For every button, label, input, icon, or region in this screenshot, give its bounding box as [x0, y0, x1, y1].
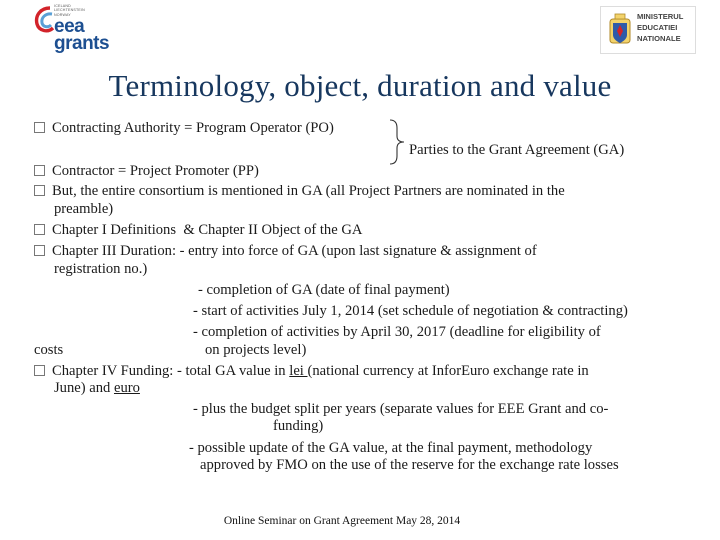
- eea-logo-word-bottom: grants: [54, 33, 110, 54]
- bullet-continuation: preamble): [54, 201, 114, 217]
- bullet-chapter-iv: [34, 362, 589, 380]
- bullet-text: But, the entire consortium is mentioned in GA (all Project Partners are nominated in the: [52, 183, 565, 199]
- sub-item-possible-update: - possible update of the GA value, at the final payment, methodology: [189, 440, 593, 456]
- bullet-text: Contractor = Project Promoter (PP): [52, 163, 259, 179]
- bullet-contractor: [34, 162, 259, 180]
- bullet-box-icon: [34, 224, 45, 235]
- brace-icon: [388, 118, 408, 166]
- sub-item-start-activities: - start of activities July 1, 2014 (set schedule of negotiation & contracting): [193, 303, 628, 319]
- bullet-box-icon: [34, 165, 45, 176]
- romania-coat-of-arms-icon: [607, 13, 633, 47]
- eea-caption-line: ICELAND: [54, 4, 71, 8]
- ministry-line: NATIONALE: [637, 34, 681, 43]
- sub-item-completion-activities: - completion of activities by April 30, 2017 (deadline for eligibility of: [193, 324, 601, 340]
- bullet-continuation: [54, 379, 140, 397]
- bullet-chapter-iii: [34, 242, 537, 260]
- ministry-logo: [600, 6, 696, 54]
- sub-item-completion-ga: - completion of GA (date of final payment): [198, 282, 450, 298]
- sub-item-budget-split: - plus the budget split per years (separate values for EEE Grant and co-: [193, 401, 609, 417]
- bullet-text: (national currency at InforEuro exchange rate in: [307, 363, 589, 379]
- bullet-box-icon: [34, 245, 45, 256]
- sub-item-continuation: approved by FMO on the use of the reserve for the exchange rate losses: [200, 457, 619, 473]
- bullet-contracting-authority: [34, 119, 334, 137]
- eea-caption-line: LIECHTENSTEIN: [54, 8, 85, 13]
- sub-item-continuation: on projects level): [205, 342, 307, 358]
- eea-caption-line: NORWAY: [54, 12, 71, 17]
- bullet-text: Chapter III Duration: - entry into force of GA (upon last signature & assignment of: [52, 243, 537, 259]
- ministry-line: MINISTERUL: [637, 12, 684, 21]
- footer-text: Online Seminar on Grant Agreement May 28, 2014: [223, 515, 461, 527]
- costs-label: costs: [34, 342, 64, 358]
- eea-logo-word-top: eea: [54, 16, 85, 37]
- bullet-text: Chapter I Definitions & Chapter II Object of the GA: [52, 222, 363, 238]
- brace-label: Parties to the Grant Agreement (GA): [409, 142, 625, 158]
- bullet-consortium: [34, 182, 565, 200]
- bullet-chapters-i-ii: [34, 221, 362, 239]
- ministry-logo-text: [637, 11, 683, 44]
- eea-grants-logo-icon: [34, 6, 56, 34]
- bullet-text: June) and: [54, 380, 114, 396]
- bullet-box-icon: [34, 122, 45, 133]
- slide-title: Terminology, object, duration and value: [108, 68, 612, 103]
- euro-link: euro: [113, 380, 140, 396]
- bullet-box-icon: [34, 185, 45, 196]
- bullet-box-icon: [34, 365, 45, 376]
- lei-link: lei: [289, 363, 308, 379]
- sub-item-continuation: funding): [273, 418, 324, 434]
- bullet-continuation: registration no.): [54, 261, 148, 277]
- bullet-text: Contracting Authority = Program Operator (PO): [52, 120, 334, 136]
- eea-grants-logo: [34, 4, 114, 58]
- ministry-line: EDUCATIEI: [637, 23, 678, 32]
- bullet-text: Chapter IV Funding: - total GA value in: [52, 363, 290, 379]
